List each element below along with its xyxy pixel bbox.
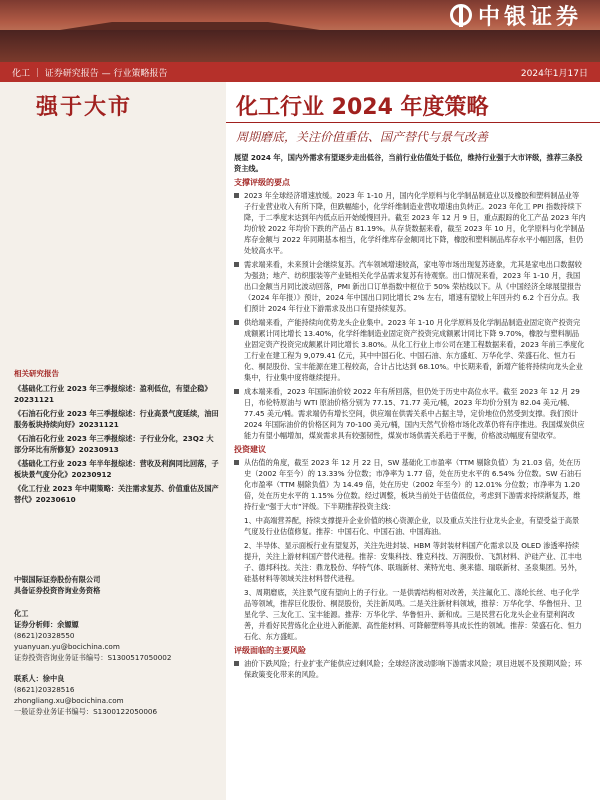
bullet-square-icon	[234, 661, 239, 666]
related-report-link[interactable]: 《基础化工行业 2023 年三季报综述：盈利低位，有望企稳》20231121	[14, 383, 212, 404]
category: 化工	[12, 68, 31, 79]
related-report-link[interactable]: 《基础化工行业 2023 年半年报综述：营收及利润同比回落，子板块景气度分化》20230912	[14, 458, 219, 479]
page-subtitle: 周期磨底，关注价值重估、国产替代与景气改善	[236, 130, 489, 144]
bullet-square-icon	[234, 389, 239, 394]
bullet-square-icon	[234, 460, 239, 465]
related-heading: 相关研究报告	[14, 369, 59, 378]
bullet-text: 需求端来看，未来预计会继续复苏。汽车领域增速较高，家电等市场出现复苏迹象，尤其是家电出口数据较为强劲；地产、纺织服装等产业链相关化学品需求复苏有待观察。出口情况来看，2023 年 1-10 月，我国出口金额当月同比波动回落，PMI 新出口订单指数中枢位于 50% 荣枯线以下。从《中国经济全球展望报告（2024 年年报）》预计，2024 年中国出口同比增长 2% 左右，增速有望较上年回升约 6.2 个百分点。我们预计 2024 年行业下游需求及出口有望持续复苏。	[244, 260, 582, 313]
bullet-text: 2023 年全球经济增速放缓。2023 年 1-10 月，国内化学原料与化学制品制造业以及橡胶和塑料制品业等子行业营业收入有所下降，但跌幅缩小，化学纤维制造业营收增速由负转正。2023 年化工 PPI 指数持续下降，于二季度末达到年内低点后开始缓慢回升。截至 2023 年 12 月 9 日，重点跟踪的化工产品 2023 年内均价较 2022 年均价下跌的产品占 81.19%。从存货数据来看，截至 2023 年 10 月，化学原料与化学制品库存金额与 2022 年同期基本相当，化学纤维库存金额同比下降，橡胶和塑料制品库存水平小幅回落，但仍处较高水平。	[244, 191, 586, 255]
brand-name: 中银证券	[477, 4, 582, 30]
bullet-square-icon	[234, 262, 239, 267]
invest-point: 1、中高端营养配，持续支撑提升企业价值的核心资源企业，以及重点关注行业龙头企业，有望受益于高景气度及行业估值修复。推荐：中国石化、中国石油、中国海油。	[244, 516, 580, 536]
analyst-phone: (8621)20328550	[14, 631, 75, 640]
contact-email[interactable]: zhongliang.xu@bocichina.com	[14, 696, 124, 705]
list-item	[234, 457, 586, 512]
bullet-square-icon	[234, 320, 239, 325]
contact-person: 联系人：徐中良	[14, 674, 65, 683]
summary-paragraph: 展望 2024 年，国内外需求有望逐步走出低谷，当前行业估值处于低位，维持行业强于大市评级，推荐三条投资主线。	[234, 153, 583, 173]
section-heading-risk: 评级面临的主要风险	[234, 646, 306, 655]
brand-logo	[450, 0, 582, 30]
list-item	[234, 658, 586, 680]
palace-silhouette	[0, 30, 600, 62]
main-content	[234, 152, 586, 683]
title-divider	[226, 122, 600, 123]
related-report-link[interactable]: 《化工行业 2023 年中期策略：关注需求复苏、价值重估及国产替代》20230610	[14, 483, 219, 504]
invest-intro: 从估值的角度，截至 2023 年 12 月 22 日，SW 基础化工市盈率（TTM 剔除负值）为 21.03 倍，处在历史（2002 年至今）的 13.33% 分位数；市净率为 1.77 倍，处在历史水平的 6.54% 分位数。SW 石油石化市盈率（TTM 剔除负值）为 14.49 倍，处在历史（2002 年至今）的 12.01% 分位数；市净率为 1.20 倍，处在历史水平的 1.15% 分位数。经过调整，板块当前处于估值低位，考虑到下游需求持续渐复苏，维持行业“强于大市”评级。下半期推荐投资主线：	[244, 458, 582, 511]
report-type: 证券研究报告	[44, 68, 99, 79]
spacer	[14, 663, 220, 673]
list-item	[234, 190, 586, 256]
contact-block	[14, 574, 220, 717]
contact-cert: 一般证券业务证书编号：S1300122050006	[14, 707, 158, 716]
list-item	[234, 259, 586, 314]
report-category-line: 化工 ｜ 证券研究报告 — 行业策略报告	[12, 68, 168, 79]
invest-point: 3、周期磨底，关注景气度有望向上的子行业。一是供需结构相对改善，关注氟化工、涤纶长丝、电子化学品等领域，推荐巨化股份、桐昆股份，关注新凤鸣。二是关注新材料领域，推荐：万华化学、华鲁恒升、卫星化学、三友化工、宝丰能源。推荐：万华化学、华鲁恒升、新和成。三是民营石化龙头企业有望利润改善，并看好民营炼化企业进入新能源、高性能材料、可降解塑料等具成长性的领域。推荐：荣盛石化、恒力石化、东方盛虹。	[244, 588, 582, 641]
page-title: 化工行业 2024 年度策略	[236, 95, 489, 120]
contact-phone: (8621)20328516	[14, 685, 75, 694]
section-heading-invest: 投资建议	[234, 445, 266, 454]
org-name: 中银国际证券股份有限公司 具备证券投资咨询业务资格	[14, 575, 101, 595]
rating-label: 强于大市	[36, 95, 133, 120]
analyst-email[interactable]: yuanyuan.yu@bocichina.com	[14, 642, 120, 651]
sector-label: 化工	[14, 609, 29, 618]
bullet-square-icon	[234, 193, 239, 198]
analyst-cert: 证券投资咨询业务证书编号：S1300517050002	[14, 653, 172, 662]
bullet-text: 供给端来看，产能持续向优势龙头企业集中。2023 年 1-10 月化学原料及化学制品制造业固定资产投资完成额累计同比增长 13.40%，化学纤维制造业固定资产投资完成额累计同比下降 9.70%，橡胶与塑料制品业固定资产投资完成额累计同比增长 3.80%。从化工行业上市公司在建工程数据来看，2023 年前三季度化工行业在建工程为 9,079.41 亿元，其中中国石化、中国石油、东方盛虹、万华化学、荣盛石化、恒力石化、桐昆股份、宝丰能源在建工程较高，合计占比达到 68.10%。中长期来看，新增产能将持续向龙头企业集中，行业集中度将继续提升。	[244, 318, 585, 382]
related-report-link[interactable]: 《石油石化行业 2023 年三季报综述：行业高景气度延续，油田服务板块持续向好》20231121	[14, 408, 219, 429]
list-item	[234, 317, 586, 383]
boc-logo-icon	[450, 4, 472, 26]
related-report-link[interactable]: 《石油石化行业 2023 年三季报综述：子行业分化，23Q2 大部分环比有所修复》20230913	[14, 433, 214, 454]
risk-text: 油价下跌风险；行业扩张产能供应过剩风险；全球经济波动影响下游需求风险；项目进展不及预期风险；环保政策变化带来的风险。	[244, 659, 582, 679]
analyst-name: 证券分析师：余嫄嫄	[14, 620, 79, 629]
industry-tag: 行业策略报告	[113, 68, 168, 79]
bullet-text: 成本端来看，2023 年国际油价较 2022 年有所回落，但仍处于历史中高位水平。截至 2023 年 12 月 29 日，布伦特原油与 WTI 原油价格分别为 77.15、71.77 美元/桶，2023 年均价分别为 82.04 美元/桶、77.45 美元/桶。需求端仍有增长空间，供应端在供需关系中占据主导，定价地位仍然受到支撑。我们预计 2024 年国际油价的价格区间为 70-100 美元/桶，国内天然气价格市场化改革仍将有序推进。我国煤炭供应能力有望小幅增加，煤炭需求具有较强韧性，煤炭市场供需关系趋于平衡，价格波动幅度有望收窄。	[244, 387, 585, 440]
report-meta-bar	[0, 62, 600, 82]
section-heading-support: 支撑评级的要点	[234, 178, 290, 187]
invest-point: 2、半导体、显示面板行业有望复苏，关注先进封装、HBM 等封装材料国产化需求以及 OLED 渗透率持续提升，关注上游材料国产替代进程。推荐：安集科技、雅克科技、万润股份、飞凯材料、沪硅产业、江丰电子、德邦科技。关注：鼎龙股份、华特气体、联瑞新材、莱特光电、奥来德、瑞联新材、圣泉集团。另外，硅基材料等领域关注材料替代进程。	[244, 541, 582, 583]
report-date: 2024年1月17日	[520, 68, 588, 79]
related-reports	[14, 368, 220, 508]
list-item	[234, 386, 586, 441]
header-banner	[0, 0, 600, 62]
